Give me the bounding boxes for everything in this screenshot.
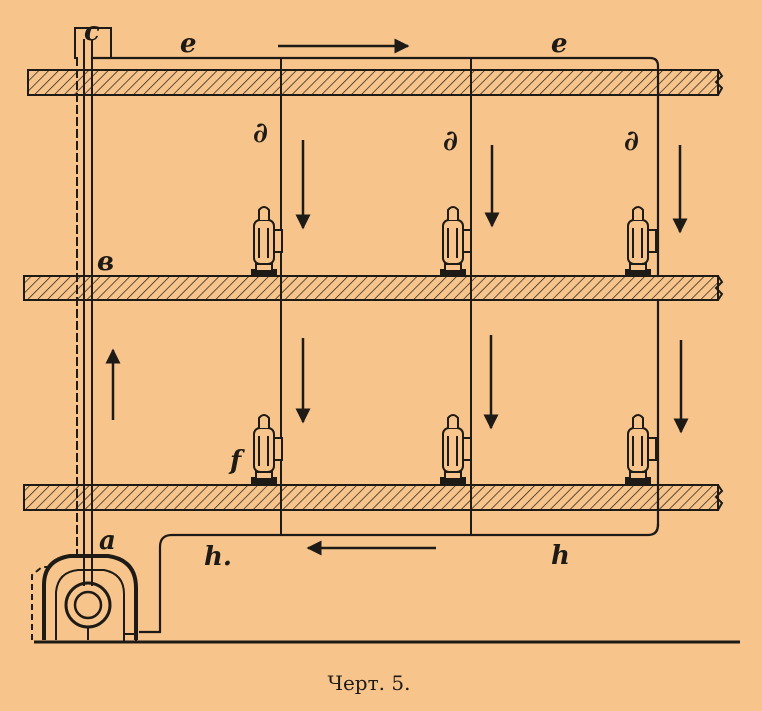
label-f: f <box>230 446 242 476</box>
floor-slabs <box>24 70 722 510</box>
label-d-1: ∂ <box>253 116 268 149</box>
boiler-drum-outer <box>66 583 110 627</box>
label-e-right: e <box>551 29 568 59</box>
label-h-right: h <box>551 541 570 571</box>
label-h-left: h. <box>204 542 232 572</box>
label-d-2: ∂ <box>443 124 458 157</box>
radiator-lower-3 <box>626 415 656 483</box>
radiators <box>252 207 656 483</box>
radiator-upper-3 <box>626 207 656 275</box>
boiler-drum-inner <box>75 592 101 618</box>
radiator-upper-2 <box>441 207 471 275</box>
label-c: c <box>84 17 100 47</box>
label-v: в <box>97 247 115 277</box>
figure-caption: Черт. 5. <box>327 671 411 695</box>
radiator-lower-1 <box>252 415 282 483</box>
floor-slab-top <box>28 70 722 95</box>
label-e-left: e <box>180 29 197 59</box>
label-d-3: ∂ <box>624 124 639 157</box>
piping <box>75 28 658 632</box>
radiator-upper-1 <box>252 207 282 275</box>
boiler-supply-pipe <box>84 560 92 585</box>
label-a: a <box>99 526 116 556</box>
floor-slab-middle <box>24 276 722 300</box>
radiator-lower-2 <box>441 415 471 483</box>
floor-slab-bottom <box>24 485 722 510</box>
